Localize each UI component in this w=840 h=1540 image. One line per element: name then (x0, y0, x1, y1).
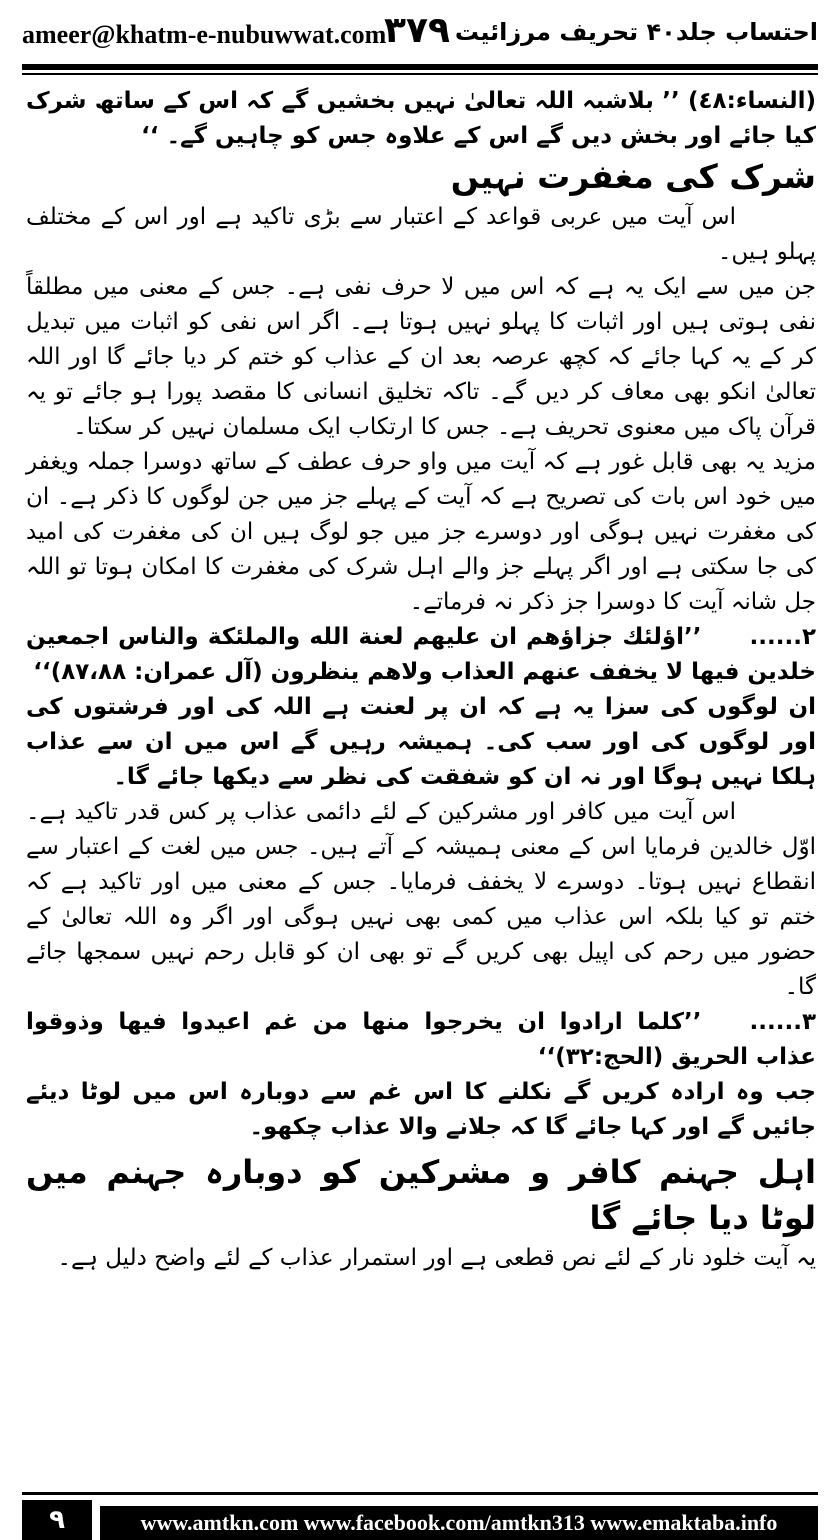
ayah-3-translation: جب وہ ارادہ کریں گے نکلنے کا اس غم سے دوبارہ اس میں لوٹا دیئے جائیں گے اور کہا جائے گا کہ جلانے والا عذاب چکھو۔ (26, 1079, 816, 1140)
paragraph-khalidin: اس آیت میں کافر اور مشرکین کے لئے دائمی عذاب پر کس قدر تاکید ہے۔ اوّل خالدین فرمایا اس کے معنی ہمیشہ کے آتے ہیں۔ جس میں لغت کے اعتبار سے انقطاع نہیں ہوتا۔ دوسرے لا یخفف فرمایا۔ جس کے معنی میں اور تاکید ہے کہ ختم تو کیا بلکہ اس عذاب میں کمی بھی نہیں ہوگی اور اگر وہ اللہ تعالیٰ کے حضور میں رحم کی اپیل بھی کریں گے تو بھی ان کو قابل رحم نہیں سمجھا جائے گا۔ (26, 799, 816, 1000)
ayah-2 (26, 620, 816, 690)
paragraph-atf: مزید یہ بھی قابل غور ہے کہ آیت میں واو حرف عطف کے ساتھ دوسرا جملہ ویغفر میں خود اس بات کی تصریح ہے کہ آیت کے پہلے جز میں جن لوگوں کا ذکر ہے۔ ان کی مغفرت نہیں ہوگی اور دوسرے جز میں جو لوگ ہیں ان کی مغفرت کی امید کی جا سکتی ہے اور اگر پہلے جز والے اہل شرک کی مغفرت کا امکان ہوتا تو اللہ جل شانہ آیت کا دوسرا جز ذکر نہ فرماتے۔ (26, 449, 816, 615)
ayah-3-number: ۳...... (749, 1009, 816, 1035)
header-rule-thick (22, 64, 818, 70)
page-body (26, 84, 816, 1276)
ayah-3 (26, 1005, 816, 1075)
section-heading-jahannam: اہل جہنم کافر و مشرکین کو دوبارہ جہنم میں لوٹا دیا جائے گا (26, 1153, 816, 1237)
footer-rule (22, 1492, 818, 1495)
paragraph-intro: اس آیت میں عربی قواعد کے اعتبار سے بڑی تاکید ہے اور اس کے مختلف پہلو ہیں۔ (26, 204, 816, 265)
header-book-title: احتساب جلد۴۰ تحریف مرزائیت (454, 18, 818, 46)
header-page-number: ۳۷۹ (384, 10, 450, 51)
ayah-3-arabic: ’’كلما ارادوا ان يخرجوا منها من غم اعيدوا فيها وذوقوا عذاب الحريق (الحج:٣٢)‘‘ (26, 1009, 816, 1070)
header-email: ameer@khatm-e-nubuwwat.com (22, 20, 387, 49)
paragraph-nafi: جن میں سے ایک یہ ہے کہ اس میں لا حرف نفی ہے۔ جس کے معنی میں مطلقاً نفی ہوتی ہیں اور اثبات کا پہلو نہیں ہوتا ہے۔ اگر اس نفی کو اثبات میں تبدیل کر کے یہ کہا جائے کہ کچھ عرصہ بعد ان کے عذاب کو ختم کر دیا جائے گا اور اللہ تعالیٰ انکو بھی معاف کر دیں گے۔ تاکہ تخلیق انسانی کا مقصد پورا ہو جائے تو یہ قرآن پاک میں معنوی تحریف ہے۔ جس کا ارتکاب ایک مسلمان نہیں کر سکتا۔ (26, 274, 816, 440)
footer-links: www.amtkn.com www.facebook.com/amtkn313 www.emaktaba.info (100, 1506, 818, 1540)
section-heading-shirk: شرک کی مغفرت نہیں (450, 157, 816, 196)
quran-quote-nisa: (النساء:٤٨) ’’ بلاشبہ اللہ تعالیٰ نہیں بخشیں گے کہ اس کے ساتھ شرک کیا جائے اور بخش دیں گے اس کے علاوہ جس کو چاہیں گے۔ ‘‘ (26, 88, 816, 149)
paragraph-conclusion: یہ آیت خلود نار کے لئے نص قطعی ہے اور استمرار عذاب کے لئے واضح دلیل ہے۔ (57, 1245, 816, 1271)
ayah-2-arabic: ’’اؤلئك جزاؤهم ان عليهم لعنة الله والملئكة والناس اجمعين خلدين فيها لا يخفف عنهم العذاب ولاهم ينظرون (آل عمران: ٨٧،٨٨)‘‘ (26, 624, 816, 685)
footer-page-number: ۹ (22, 1500, 92, 1540)
ayah-2-number: ۲...... (749, 624, 816, 650)
ayah-2-translation: ان لوگوں کی سزا یہ ہے کہ ان پر لعنت ہے اللہ کی اور فرشتوں کی اور لوگوں کی اور سب کی۔ ہمیشہ رہیں گے اس میں ان سے عذاب ہلکا نہیں ہوگا اور نہ ان کو شفقت کی نظر سے دیکھا جائے گا۔ (26, 694, 816, 790)
page-header (22, 10, 818, 58)
header-rule-thin (22, 73, 818, 75)
